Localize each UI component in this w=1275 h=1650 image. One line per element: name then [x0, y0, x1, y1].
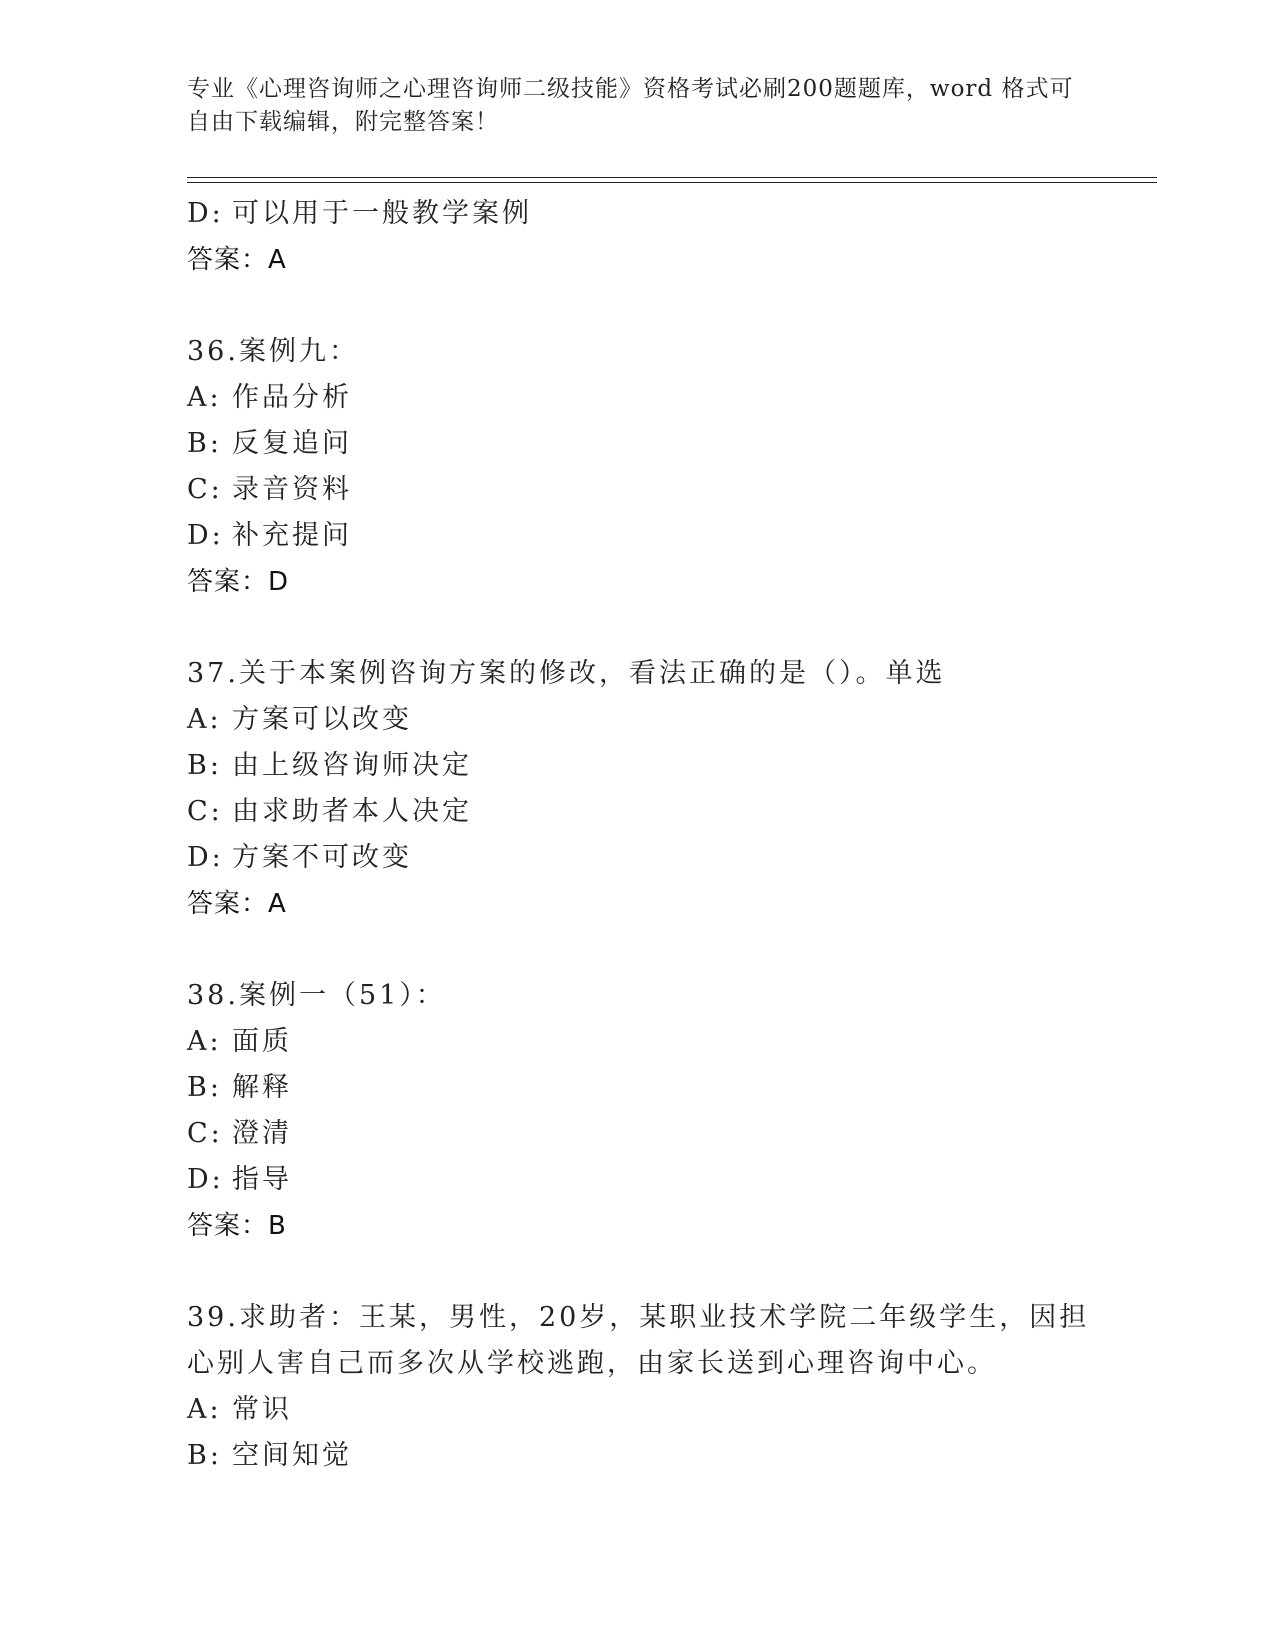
option-text: 由上级咨询师决定 [232, 750, 472, 781]
option-text: 由求助者本人决定 [232, 796, 472, 827]
option-letter: B: [187, 428, 222, 459]
answer-line: 答案：A [187, 245, 287, 275]
option-line [187, 1433, 1157, 1479]
option-text: 澄清 [232, 1118, 292, 1149]
option-text: 补充提问 [232, 520, 352, 551]
option-letter: A: [187, 704, 222, 735]
question-stem: 38.案例一（51）： [187, 980, 446, 1011]
question-list [187, 191, 1157, 1479]
option-line [187, 421, 1157, 467]
option-letter: A: [187, 1026, 222, 1057]
option-letter: D: [187, 520, 224, 551]
option-line [187, 513, 1157, 559]
option-text: 录音资料 [232, 474, 352, 505]
option-line [187, 375, 1157, 421]
option-text: 常识 [232, 1394, 292, 1425]
option-line [187, 835, 1157, 881]
option-letter: A: [187, 1394, 222, 1425]
option-letter: B: [187, 1440, 222, 1471]
option-text: 作品分析 [232, 382, 352, 413]
option-letter: B: [187, 750, 222, 781]
option-text: 面质 [232, 1026, 292, 1057]
option-line [187, 191, 1157, 237]
option-line [187, 1065, 1157, 1111]
option-text: 方案可以改变 [232, 704, 412, 735]
option-letter: D: [187, 1164, 224, 1195]
question-stem: 36.案例九： [187, 336, 359, 367]
answer-line: 答案：A [187, 889, 287, 919]
header-rule-bottom [187, 182, 1157, 183]
header-rule-top [187, 177, 1157, 178]
option-letter: C: [187, 1118, 223, 1149]
option-line [187, 743, 1157, 789]
document-header: 专业《心理咨询师之心理咨询师二级技能》资格考试必刷200题题库，word 格式可自由下载编辑，附完整答案！ [187, 76, 1074, 135]
option-line [187, 1157, 1157, 1203]
option-letter: B: [187, 1072, 222, 1103]
option-letter: C: [187, 796, 223, 827]
option-letter: C: [187, 474, 223, 505]
option-line [187, 467, 1157, 513]
option-line [187, 1019, 1157, 1065]
option-text: 空间知觉 [232, 1440, 352, 1471]
option-text: 可以用于一般教学案例 [232, 198, 532, 229]
question-stem: 39.求助者：王某，男性，20岁，某职业技术学院二年级学生，因担心别人害自己而多次从学校逃跑，由家长送到心理咨询中心。 [187, 1302, 1090, 1379]
option-letter: A: [187, 382, 222, 413]
option-line [187, 789, 1157, 835]
option-text: 指导 [232, 1164, 292, 1195]
option-line [187, 1387, 1157, 1433]
option-text: 解释 [232, 1072, 292, 1103]
option-letter: D: [187, 198, 224, 229]
option-text: 方案不可改变 [232, 842, 412, 873]
option-line [187, 1111, 1157, 1157]
answer-line: 答案：D [187, 567, 290, 597]
option-line [187, 697, 1157, 743]
answer-line: 答案：B [187, 1211, 287, 1241]
question-stem: 37.关于本案例咨询方案的修改，看法正确的是（）。单选 [187, 658, 946, 689]
option-letter: D: [187, 842, 224, 873]
option-text: 反复追问 [232, 428, 352, 459]
